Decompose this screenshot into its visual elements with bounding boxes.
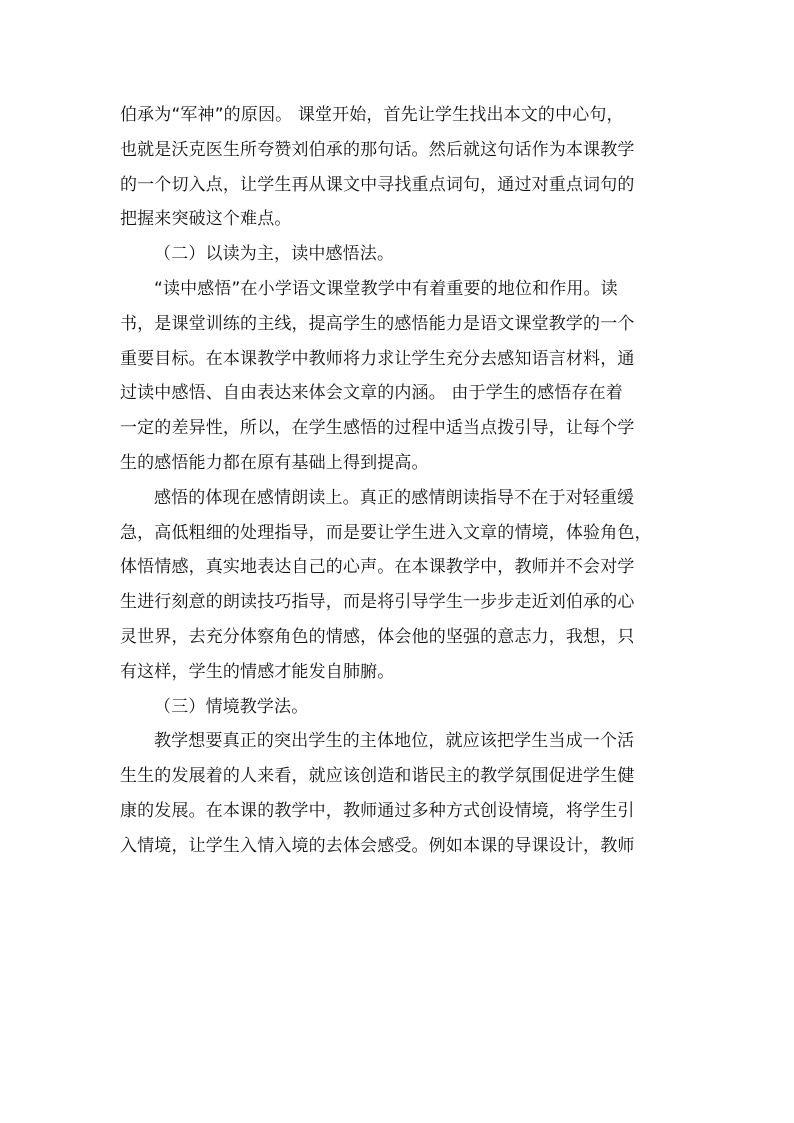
text-line: 的一个切入点，让学生再从课文中寻找重点词句，通过对重点词句的 — [120, 174, 635, 195]
text-line: 也就是沃克医生所夸赞刘伯承的那句话。然后就这句话作为本课教学 — [120, 139, 635, 160]
section-heading: （三）情境教学法。 — [154, 696, 309, 717]
text-line: “读中感悟”在小学语文课堂教学中有着重要的地位和作用。读 — [154, 278, 618, 299]
text-line: 灵世界，去充分体察角色的情感，体会他的坚强的意志力，我想，只 — [120, 626, 635, 647]
text-line: 书，是课堂训练的主线，提高学生的感悟能力是语文课堂教学的一个 — [120, 313, 635, 334]
text-line: 生生的发展着的人来看，就应该创造和谐民主的教学氛围促进学生健 — [120, 766, 635, 787]
text-line: 有这样，学生的情感才能发自肺腑。 — [120, 661, 395, 682]
section-heading: （二）以读为主，读中感悟法。 — [154, 244, 395, 265]
text-line: 急，高低粗细的处理指导，而是要让学生进入文章的情境，体验角色， — [120, 522, 652, 543]
text-line: 生进行刻意的朗读技巧指导，而是将引导学生一步步走近刘伯承的心 — [120, 592, 635, 613]
text-line: 生的感悟能力都在原有基础上得到提高。 — [120, 452, 429, 473]
text-line: 过读中感悟、自由表达来体会文章的内涵。 由于学生的感悟存在着 — [120, 383, 623, 404]
text-line: 体悟情感，真实地表达自己的心声。在本课教学中，教师并不会对学 — [120, 557, 635, 578]
text-line: 伯承为“军神”的原因。 课堂开始，首先让学生找出本文的中心句， — [120, 105, 624, 125]
body-text — [120, 98, 680, 864]
text-line: 教学想要真正的突出学生的主体地位，就应该把学生当成一个活 — [154, 731, 635, 752]
text-line: 一定的差异性，所以，在学生感悟的过程中适当点拨引导，让每个学 — [120, 418, 635, 439]
text-line: 入情境，让学生入情入境的去体会感受。例如本课的导课设计，教师 — [120, 835, 635, 856]
text-line: 把握来突破这个难点。 — [120, 209, 292, 230]
text-line: 重要目标。在本课教学中教师将力求让学生充分去感知语言材料，通 — [120, 348, 635, 369]
text-line: 感悟的体现在感情朗读上。真正的感情朗读指导不在于对轻重缓 — [154, 487, 635, 508]
text-line: 康的发展。在本课的教学中，教师通过多种方式创设情境，将学生引 — [120, 800, 635, 821]
